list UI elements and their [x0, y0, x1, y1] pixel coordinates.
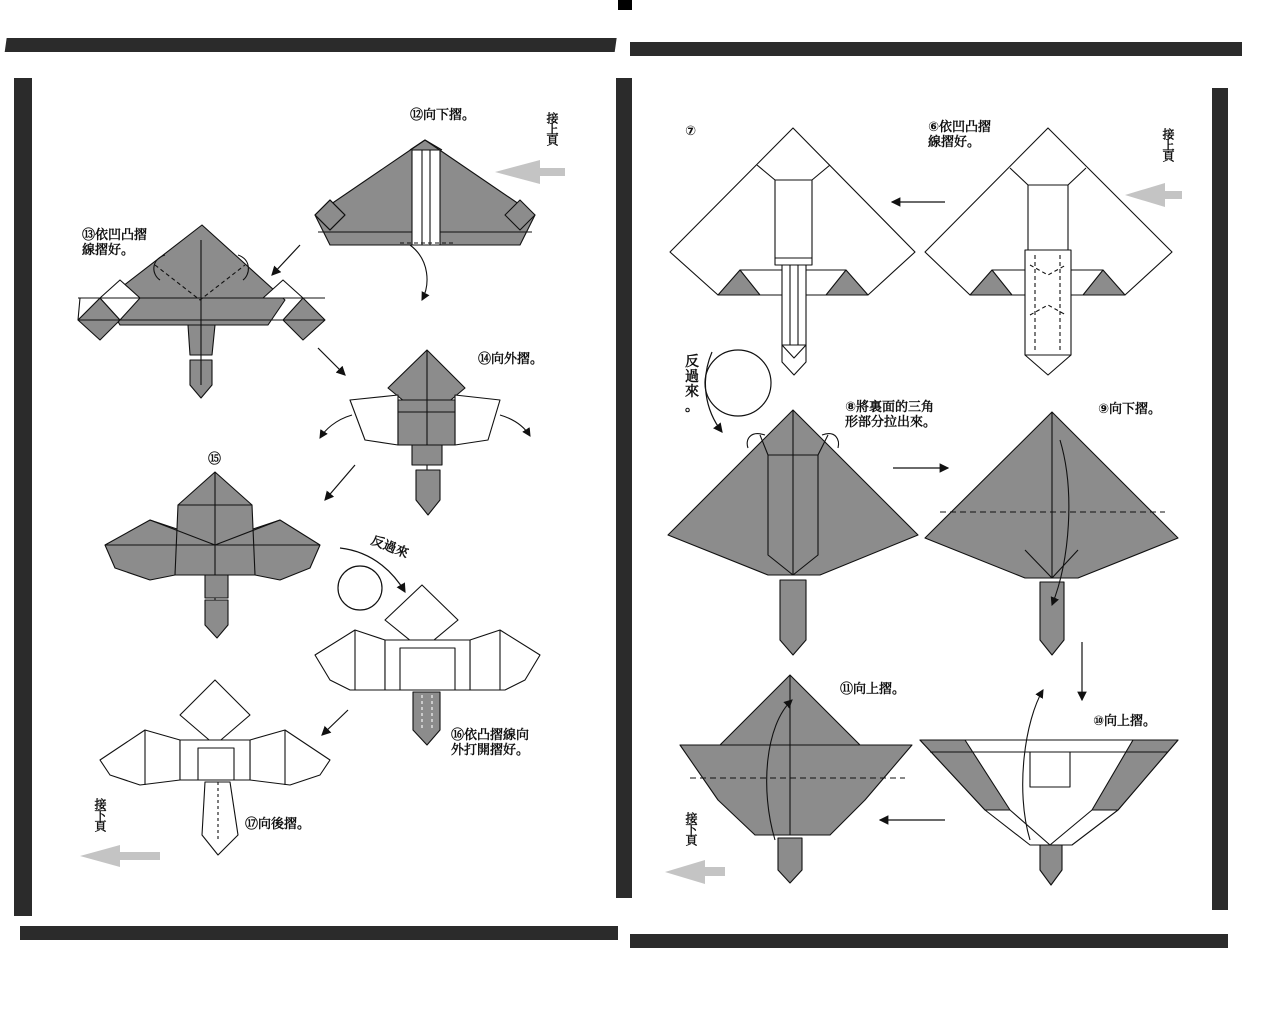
- continue-arrow-right-bottom: [665, 860, 725, 884]
- flip-label-right: 反 過 來 。: [685, 354, 699, 415]
- continue-to-next-left: 接下頁: [93, 798, 107, 831]
- step-7-label: ⑦: [685, 124, 697, 139]
- figure-step-8: [668, 410, 918, 655]
- flip-label-left: 反過來: [368, 533, 411, 562]
- continue-arrow-left-top: [495, 160, 565, 184]
- step-6-label: ⑥依凹凸摺 線摺好。: [928, 120, 992, 150]
- step-12-label: ⑫向下摺。: [410, 108, 476, 123]
- figure-step-16: [315, 585, 540, 745]
- step-13-label: ⑬依凹凸摺 線摺好。: [82, 228, 148, 258]
- figure-step-12: [315, 140, 535, 300]
- figure-step-9: [925, 412, 1178, 655]
- continue-arrow-right-top: [1125, 183, 1182, 207]
- step-9-label: ⑨向下摺。: [1098, 402, 1162, 417]
- continue-from-prev-right: 接上頁: [1161, 128, 1175, 161]
- flow-arrow-12-13: [272, 245, 300, 275]
- step-8-label: ⑧將裏面的三角 形部分拉出來。: [845, 400, 937, 430]
- figure-step-15: [105, 472, 320, 638]
- figure-step-14: [320, 350, 530, 515]
- continue-arrow-left-bottom: [80, 845, 160, 867]
- flow-arrow-16-17: [322, 710, 348, 735]
- flip-symbol-right: [705, 350, 771, 432]
- step-14-label: ⑭向外摺。: [478, 352, 544, 367]
- spine-mark: [618, 0, 632, 10]
- step-15-label: ⑮: [208, 452, 222, 467]
- flow-arrow-13-14: [318, 348, 345, 375]
- figure-step-6: [925, 128, 1172, 375]
- step-17-label: ⑰向後摺。: [245, 817, 311, 832]
- continue-from-prev-left: 接上頁: [545, 112, 559, 145]
- step-16-label: ⑯依凸摺線向 外打開摺好。: [451, 728, 530, 758]
- continue-to-next-right: 接下頁: [684, 812, 698, 845]
- step-11-label: ⑪向上摺。: [840, 682, 906, 697]
- figure-step-11: [680, 675, 912, 883]
- step-10-label: ⑩向上摺。: [1093, 714, 1157, 729]
- flow-arrow-14-15: [325, 465, 355, 500]
- figure-step-7: [670, 128, 915, 375]
